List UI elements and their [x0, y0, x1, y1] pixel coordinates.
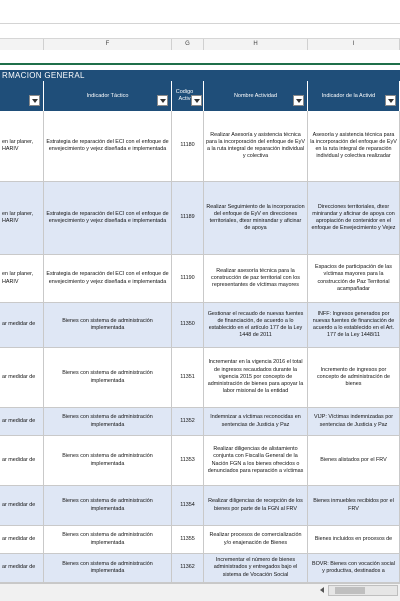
table-cell[interactable]: 11355 [172, 526, 204, 553]
header-cell-nombre-actividad [204, 81, 308, 111]
table-row [0, 255, 400, 303]
table-cell[interactable]: Espacios de participación de las víctimas mayores para la construcción de Paz Territorial acampañadar [308, 255, 400, 302]
filter-dropdown-icon[interactable] [293, 95, 304, 106]
table-cell[interactable]: Bienes con sistema de administración implementada [44, 303, 172, 347]
table-cell[interactable]: Realizar diligencias de alistamiento conjunta con Fiscalía General de la Nación FGN a los bienes ofrecidos o denunciados para reparación a víctimas [204, 436, 308, 485]
table-row [0, 303, 400, 348]
table-cell[interactable]: ar medidar de [0, 348, 44, 407]
table-row [0, 486, 400, 526]
table-cell[interactable]: Bienes con sistema de administración implementada [44, 526, 172, 553]
scroll-left-icon[interactable] [320, 587, 324, 593]
table-cell[interactable]: 11353 [172, 436, 204, 485]
column-header-e[interactable] [0, 39, 44, 50]
table-row [0, 526, 400, 554]
header-label: Codigo Activ [175, 89, 194, 102]
column-header-h[interactable]: H [204, 39, 308, 50]
table-cell[interactable]: ar medidar de [0, 303, 44, 347]
table-cell[interactable]: Realizar asesoría técnica para la construcción de paz territorial con los representantes de víctimas mayores [204, 255, 308, 302]
header-label: Indicador Táctico [86, 92, 129, 99]
table-cell[interactable]: en lar planer, HARIV [0, 182, 44, 254]
table-cell[interactable]: INFF: Ingresos generados por nuevas fuentes de financiación de acuerdo a lo establecido en el Art. 177 de la Ley 1448/11 [308, 303, 400, 347]
table-cell[interactable]: Indemnizar a víctimas reconocidas en sentencias de Justicia y Paz [204, 408, 308, 435]
table-cell[interactable]: Bienes alistados por el FRV [308, 436, 400, 485]
table-header-row [0, 81, 400, 111]
table-cell[interactable]: Estrategia de reparación del ECI con el enfoque de envejecimiento y vejez diseñada e implementada [44, 182, 172, 254]
table-cell[interactable]: 11189 [172, 182, 204, 254]
section-divider [0, 63, 400, 65]
section-title: RMACION GENERAL [2, 71, 85, 80]
table-cell[interactable]: Realizar diligencias de recepción de los bienes por parte de la FGN al FRV [204, 486, 308, 525]
table-cell[interactable]: 11180 [172, 111, 204, 181]
table-cell[interactable]: Bienes con sistema de administración implementada [44, 436, 172, 485]
header-cell-e [0, 81, 44, 111]
table-row [0, 554, 400, 583]
table-cell[interactable]: BOVR: Bienes con vocación social y productiva, destinados a [308, 554, 400, 582]
formula-bar[interactable] [0, 0, 400, 24]
table-cell[interactable]: Realizar procesos de comercialización y/o enajenación de Bienes [204, 526, 308, 553]
table-cell[interactable]: 11351 [172, 348, 204, 407]
table-cell[interactable]: Incremento de ingresos por concepto de administración de bienes [308, 348, 400, 407]
header-cell-indicador-actividad [308, 81, 400, 111]
table-cell[interactable]: Bienes con sistema de administración implementada [44, 348, 172, 407]
table-cell[interactable]: Direcciones territoriales, dtesr minirandar y aficinar de apoya con apropiación de contenidor en el enfoque de Envejecimiento y Vejez [308, 182, 400, 254]
table-cell[interactable]: ar medidar de [0, 436, 44, 485]
table-cell[interactable]: ar medidar de [0, 486, 44, 525]
filter-dropdown-icon[interactable] [157, 95, 168, 106]
filter-dropdown-icon[interactable] [29, 95, 40, 106]
table-cell[interactable]: Bienes inmuebles recibidos por el FRV [308, 486, 400, 525]
table-cell[interactable]: Estrategia de reparación del ECI con el enfoque de envejecimiento y vejez diseñada e implementada [44, 111, 172, 181]
table-row [0, 408, 400, 436]
header-label: Indicador de la Activid [321, 92, 376, 99]
frozen-area [0, 50, 400, 63]
table-cell[interactable]: ar medidar de [0, 554, 44, 582]
table-cell[interactable]: VIJP: Víctimas indemnizadas por sentencias de Justicia y Paz [308, 408, 400, 435]
table-cell[interactable]: Realizar Seguimiento de la incorporacion del enfoque de EyV en direcciones territoriales, dtesr minirandar y aficinar de apoya [204, 182, 308, 254]
table-cell[interactable]: Bienes con sistema de administración implementada [44, 408, 172, 435]
table-cell[interactable]: Bienes con sistema de administración implementada [44, 554, 172, 582]
table-row [0, 182, 400, 255]
header-cell-codigo [172, 81, 204, 111]
table-cell[interactable]: Asesoría y asistencia técnica para la incorporación del enfoque de EyV en la ruta integral de reparación individual y colectiva realizadar [308, 111, 400, 181]
column-header-g[interactable]: G [172, 39, 204, 50]
table-cell[interactable]: Bienes incluidos en procesos de [308, 526, 400, 553]
table-cell[interactable]: 11190 [172, 255, 204, 302]
table-cell[interactable]: Incrementar en la vigencia 2016 el total de ingresos recaudados durante la vigencia 2015 por concepto de administración de bienes para apoyar la labor misional de la entidad [204, 348, 308, 407]
table-cell[interactable]: 11352 [172, 408, 204, 435]
filter-dropdown-icon[interactable] [385, 95, 396, 106]
table-cell[interactable]: Incrementar el número de bienes administrados y entregados bajo el sistema de Vocación Social [204, 554, 308, 582]
table-row [0, 111, 400, 182]
table-cell[interactable]: Realizar Asesoría y asistencia técnica para la incorporación del enfoque de EyV a la ruta integral de reparación individual y colectiva [204, 111, 308, 181]
table-cell[interactable]: 11354 [172, 486, 204, 525]
table-cell[interactable]: ar medidar de [0, 408, 44, 435]
table-cell[interactable]: Bienes con sistema de administración implementada [44, 486, 172, 525]
table-cell[interactable]: Estrategia de reparación del ECI con el enfoque de envejecimiento y vejez diseñada e implementada [44, 255, 172, 302]
table-cell[interactable]: Gestionar el recaudo de nuevas fuentes de financiación, de acuerdo a lo establecido en el artículo 177 de la Ley 1448 de 2011 [204, 303, 308, 347]
table-cell[interactable]: 11350 [172, 303, 204, 347]
table-row [0, 348, 400, 408]
table-row [0, 436, 400, 486]
section-title-bar [0, 70, 400, 81]
header-cell-indicador-tactico [44, 81, 172, 111]
table-cell[interactable]: ar medidar de [0, 526, 44, 553]
scrollbar-thumb[interactable] [335, 587, 365, 594]
column-header-i[interactable]: I [308, 39, 400, 50]
table-cell[interactable]: 11362 [172, 554, 204, 582]
header-label: Nombre Actividad [233, 92, 278, 99]
column-header-f[interactable]: F [44, 39, 172, 50]
table-cell[interactable]: en lar planer, HARIV [0, 255, 44, 302]
filter-dropdown-icon[interactable] [191, 95, 202, 106]
table-cell[interactable]: en lar planer, HARIV [0, 111, 44, 181]
